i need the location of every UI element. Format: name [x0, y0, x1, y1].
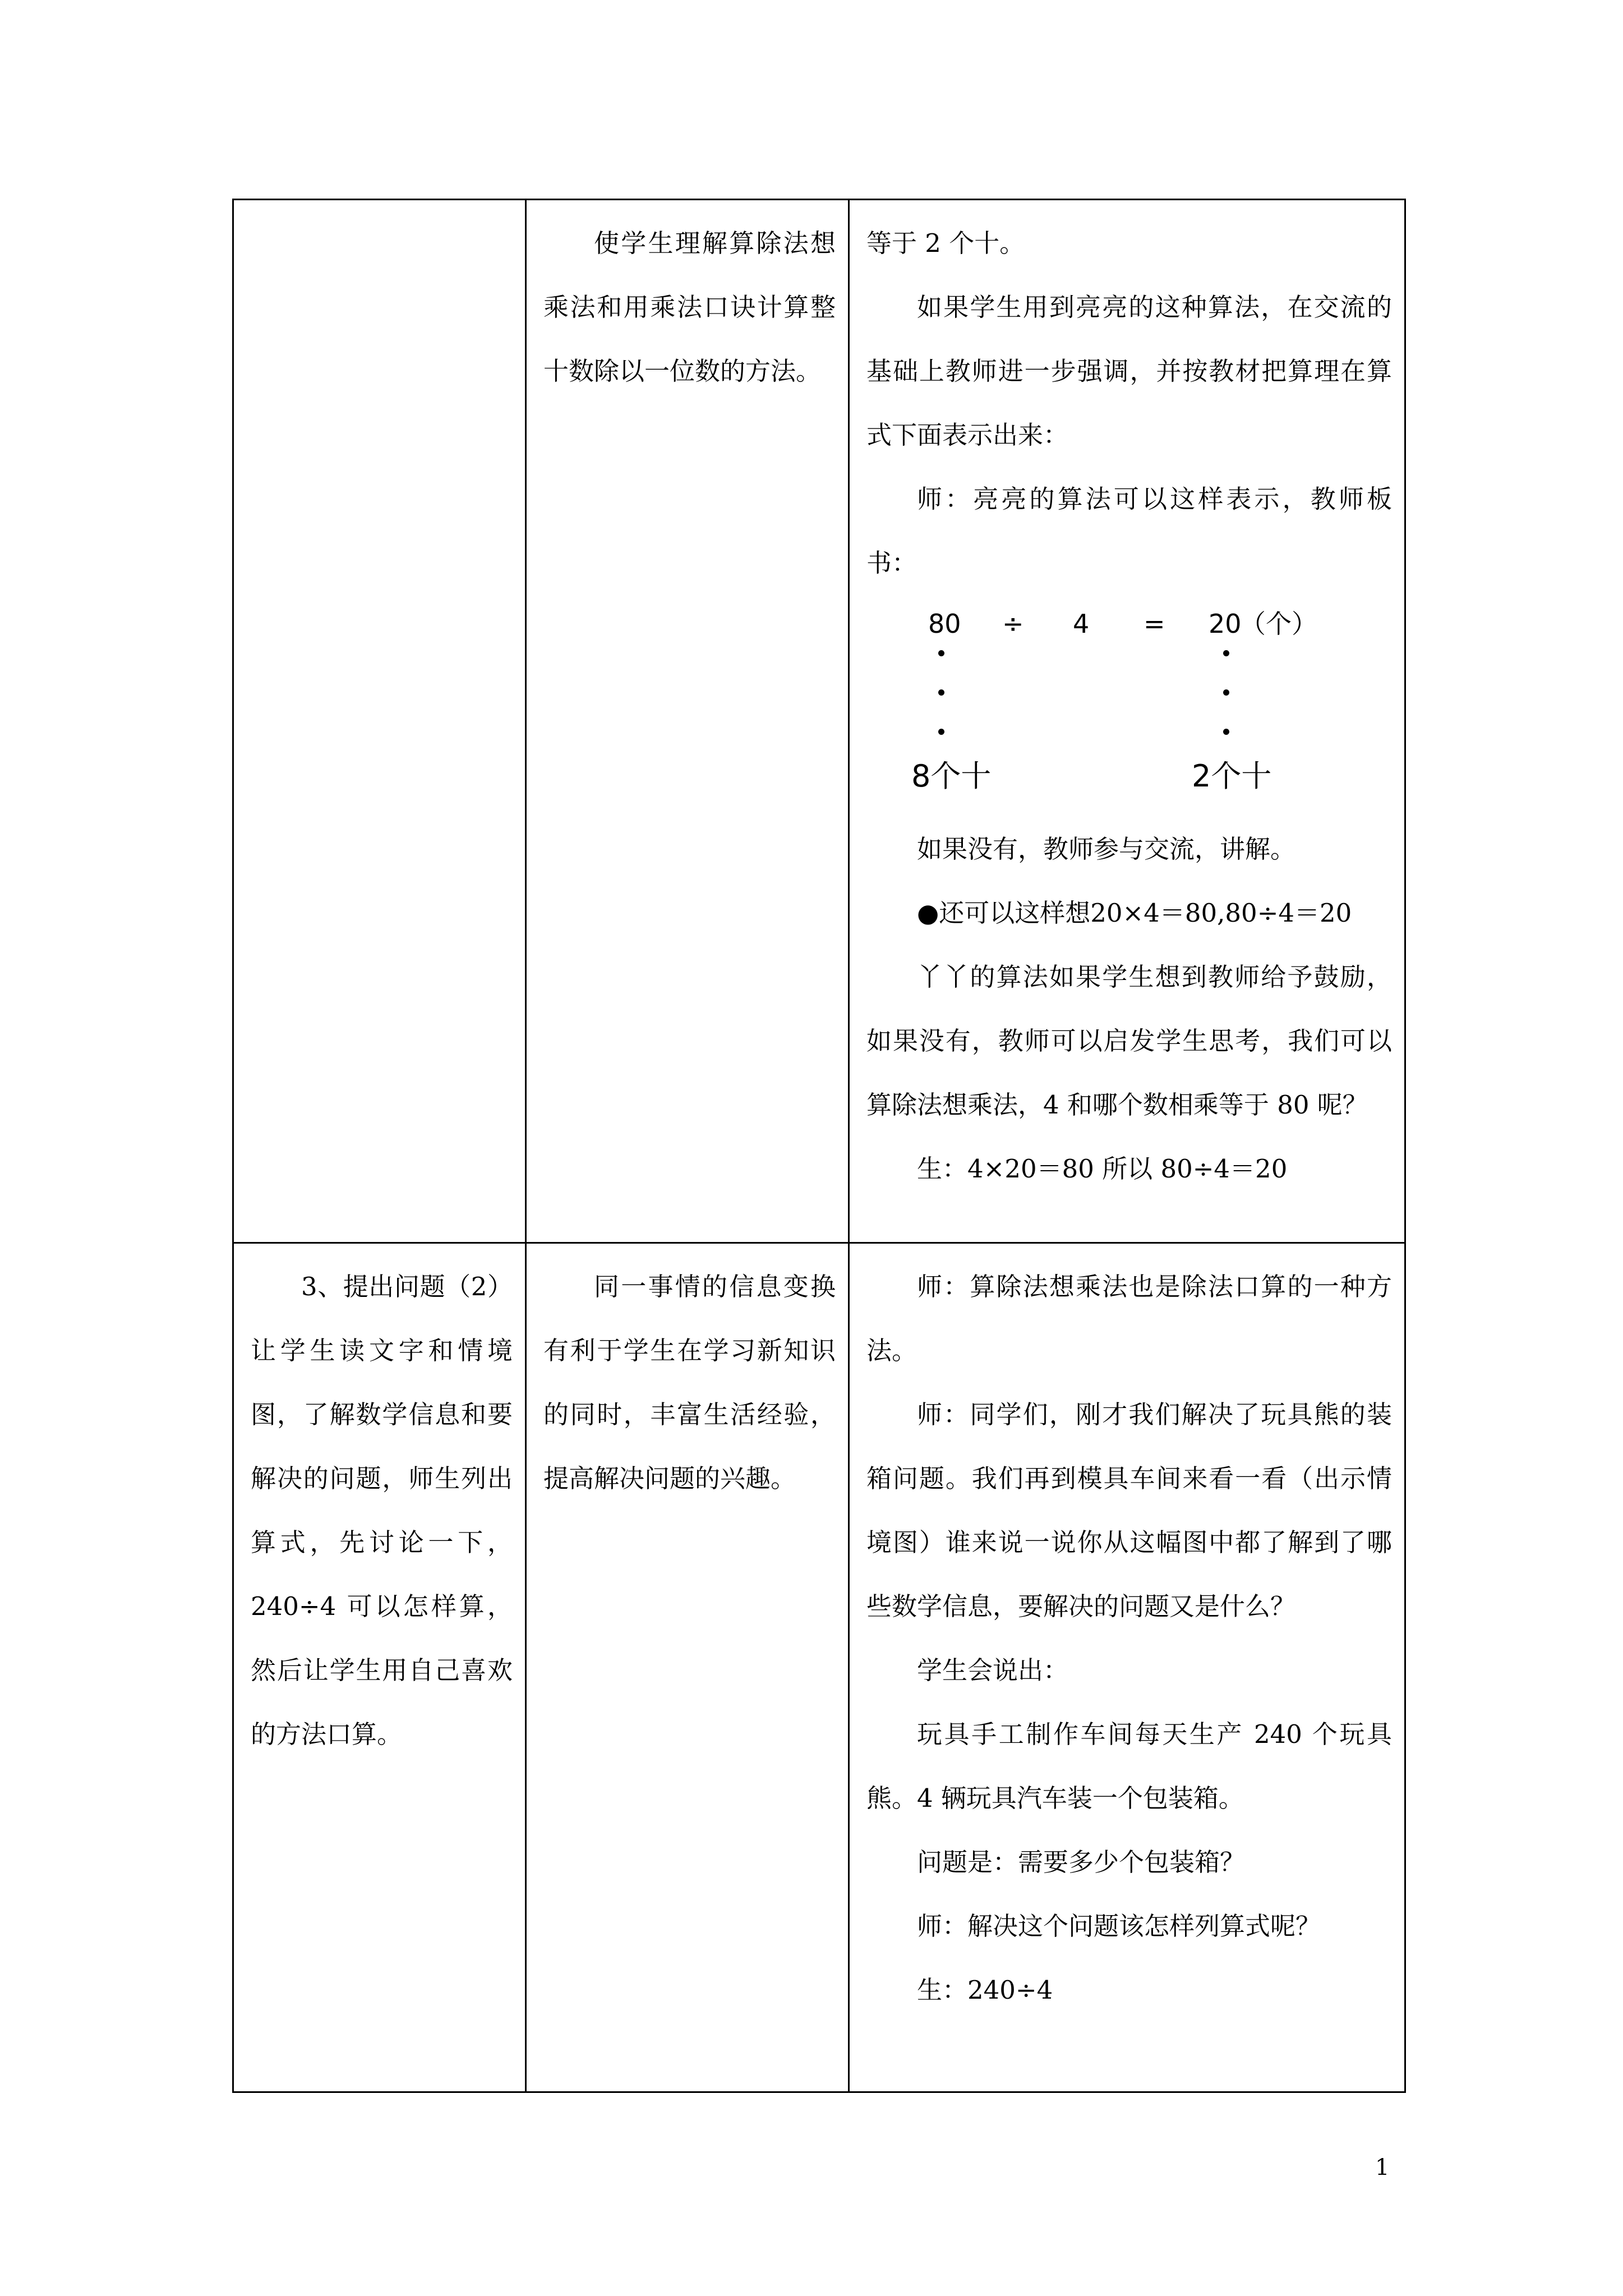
activity-paragraph: 师：亮亮的算法可以这样表示，教师板书： [866, 484, 1392, 578]
activity-paragraph: ●还可以这样想20×4＝80,80÷4＝20 [917, 898, 1352, 928]
activity-paragraph: 等于 2 个十。 [866, 228, 1025, 258]
activity-paragraph: 玩具手工制作车间每天生产 240 个玩具熊。4 辆玩具汽车装一个包装箱。 [866, 1719, 1392, 1813]
formula-dot [938, 650, 944, 656]
formula-dividend: 80 [928, 609, 961, 639]
cell-row1-process [233, 200, 526, 1243]
activity-paragraph: 生：240÷4 [917, 1975, 1053, 2005]
activity-paragraph: 问题是：需要多少个包装箱？ [917, 1847, 1246, 1877]
cell-row1-intent [526, 200, 849, 1243]
activity-paragraph: 生：4×20＝80 所以 80÷4＝20 [917, 1154, 1288, 1184]
page-number: 1 [1375, 2155, 1390, 2180]
formula-division-sign: ÷ [1002, 609, 1024, 639]
activity-paragraph: 师：解决这个问题该怎样列算式呢？ [917, 1911, 1321, 1941]
formula-dot [1223, 689, 1229, 696]
cell-row2-process [233, 1243, 526, 2092]
formula-dot [1223, 650, 1229, 656]
table-row [233, 200, 1405, 1243]
formula-left-label: 8个十 [911, 758, 992, 794]
formula-divisor: 4 [1073, 609, 1090, 639]
formula-unit: （个） [1240, 609, 1317, 639]
activity-paragraph: 丫丫的算法如果学生想到教师给予鼓励，如果没有，教师可以启发学生思考，我们可以算除法想乘法，4 和哪个数相乘等于 80 呢？ [866, 962, 1392, 1120]
cell-row2-activity [849, 1243, 1405, 2092]
formula-dot [938, 689, 944, 696]
formula-equals: = [1144, 609, 1165, 639]
activity-paragraph: 师：同学们，刚才我们解决了玩具熊的装箱问题。我们再到模具车间来看一看（出示情境图）谁来说一说你从这幅图中都了解到了哪些数学信息，要解决的问题又是什么？ [866, 1400, 1392, 1621]
process-paragraph: 3、提出问题（2）让学生读文字和情境图，了解数学信息和要解决的问题，师生列出算式，先讨论一下，240÷4 可以怎样算，然后让学生用自己喜欢的方法口算。 [251, 1272, 513, 1749]
lesson-plan-table [232, 199, 1406, 2093]
formula-dot [938, 729, 944, 735]
formula-dot [1223, 729, 1229, 735]
cell-row1-activity [849, 200, 1405, 1243]
intent-paragraph: 使学生理解算除法想乘法和用乘法口诀计算整十数除以一位数的方法。 [543, 228, 836, 386]
formula-right-label: 2个十 [1192, 758, 1272, 794]
activity-paragraph: 如果学生用到亮亮的这种算法，在交流的基础上教师进一步强调，并按教材把算理在算式下面表示出来： [866, 292, 1392, 450]
activity-paragraph: 如果没有，教师参与交流，讲解。 [917, 834, 1296, 864]
table-row [233, 1243, 1405, 2092]
cell-row2-intent [526, 1243, 849, 2092]
activity-paragraph: 学生会说出： [917, 1655, 1069, 1685]
intent-paragraph: 同一事情的信息变换有利于学生在学习新知识的同时，丰富生活经验，提高解决问题的兴趣。 [543, 1272, 836, 1493]
board-writing-formula [866, 595, 1392, 817]
formula-quotient: 20 [1209, 609, 1242, 639]
activity-paragraph: 师：算除法想乘法也是除法口算的一种方法。 [866, 1272, 1392, 1365]
